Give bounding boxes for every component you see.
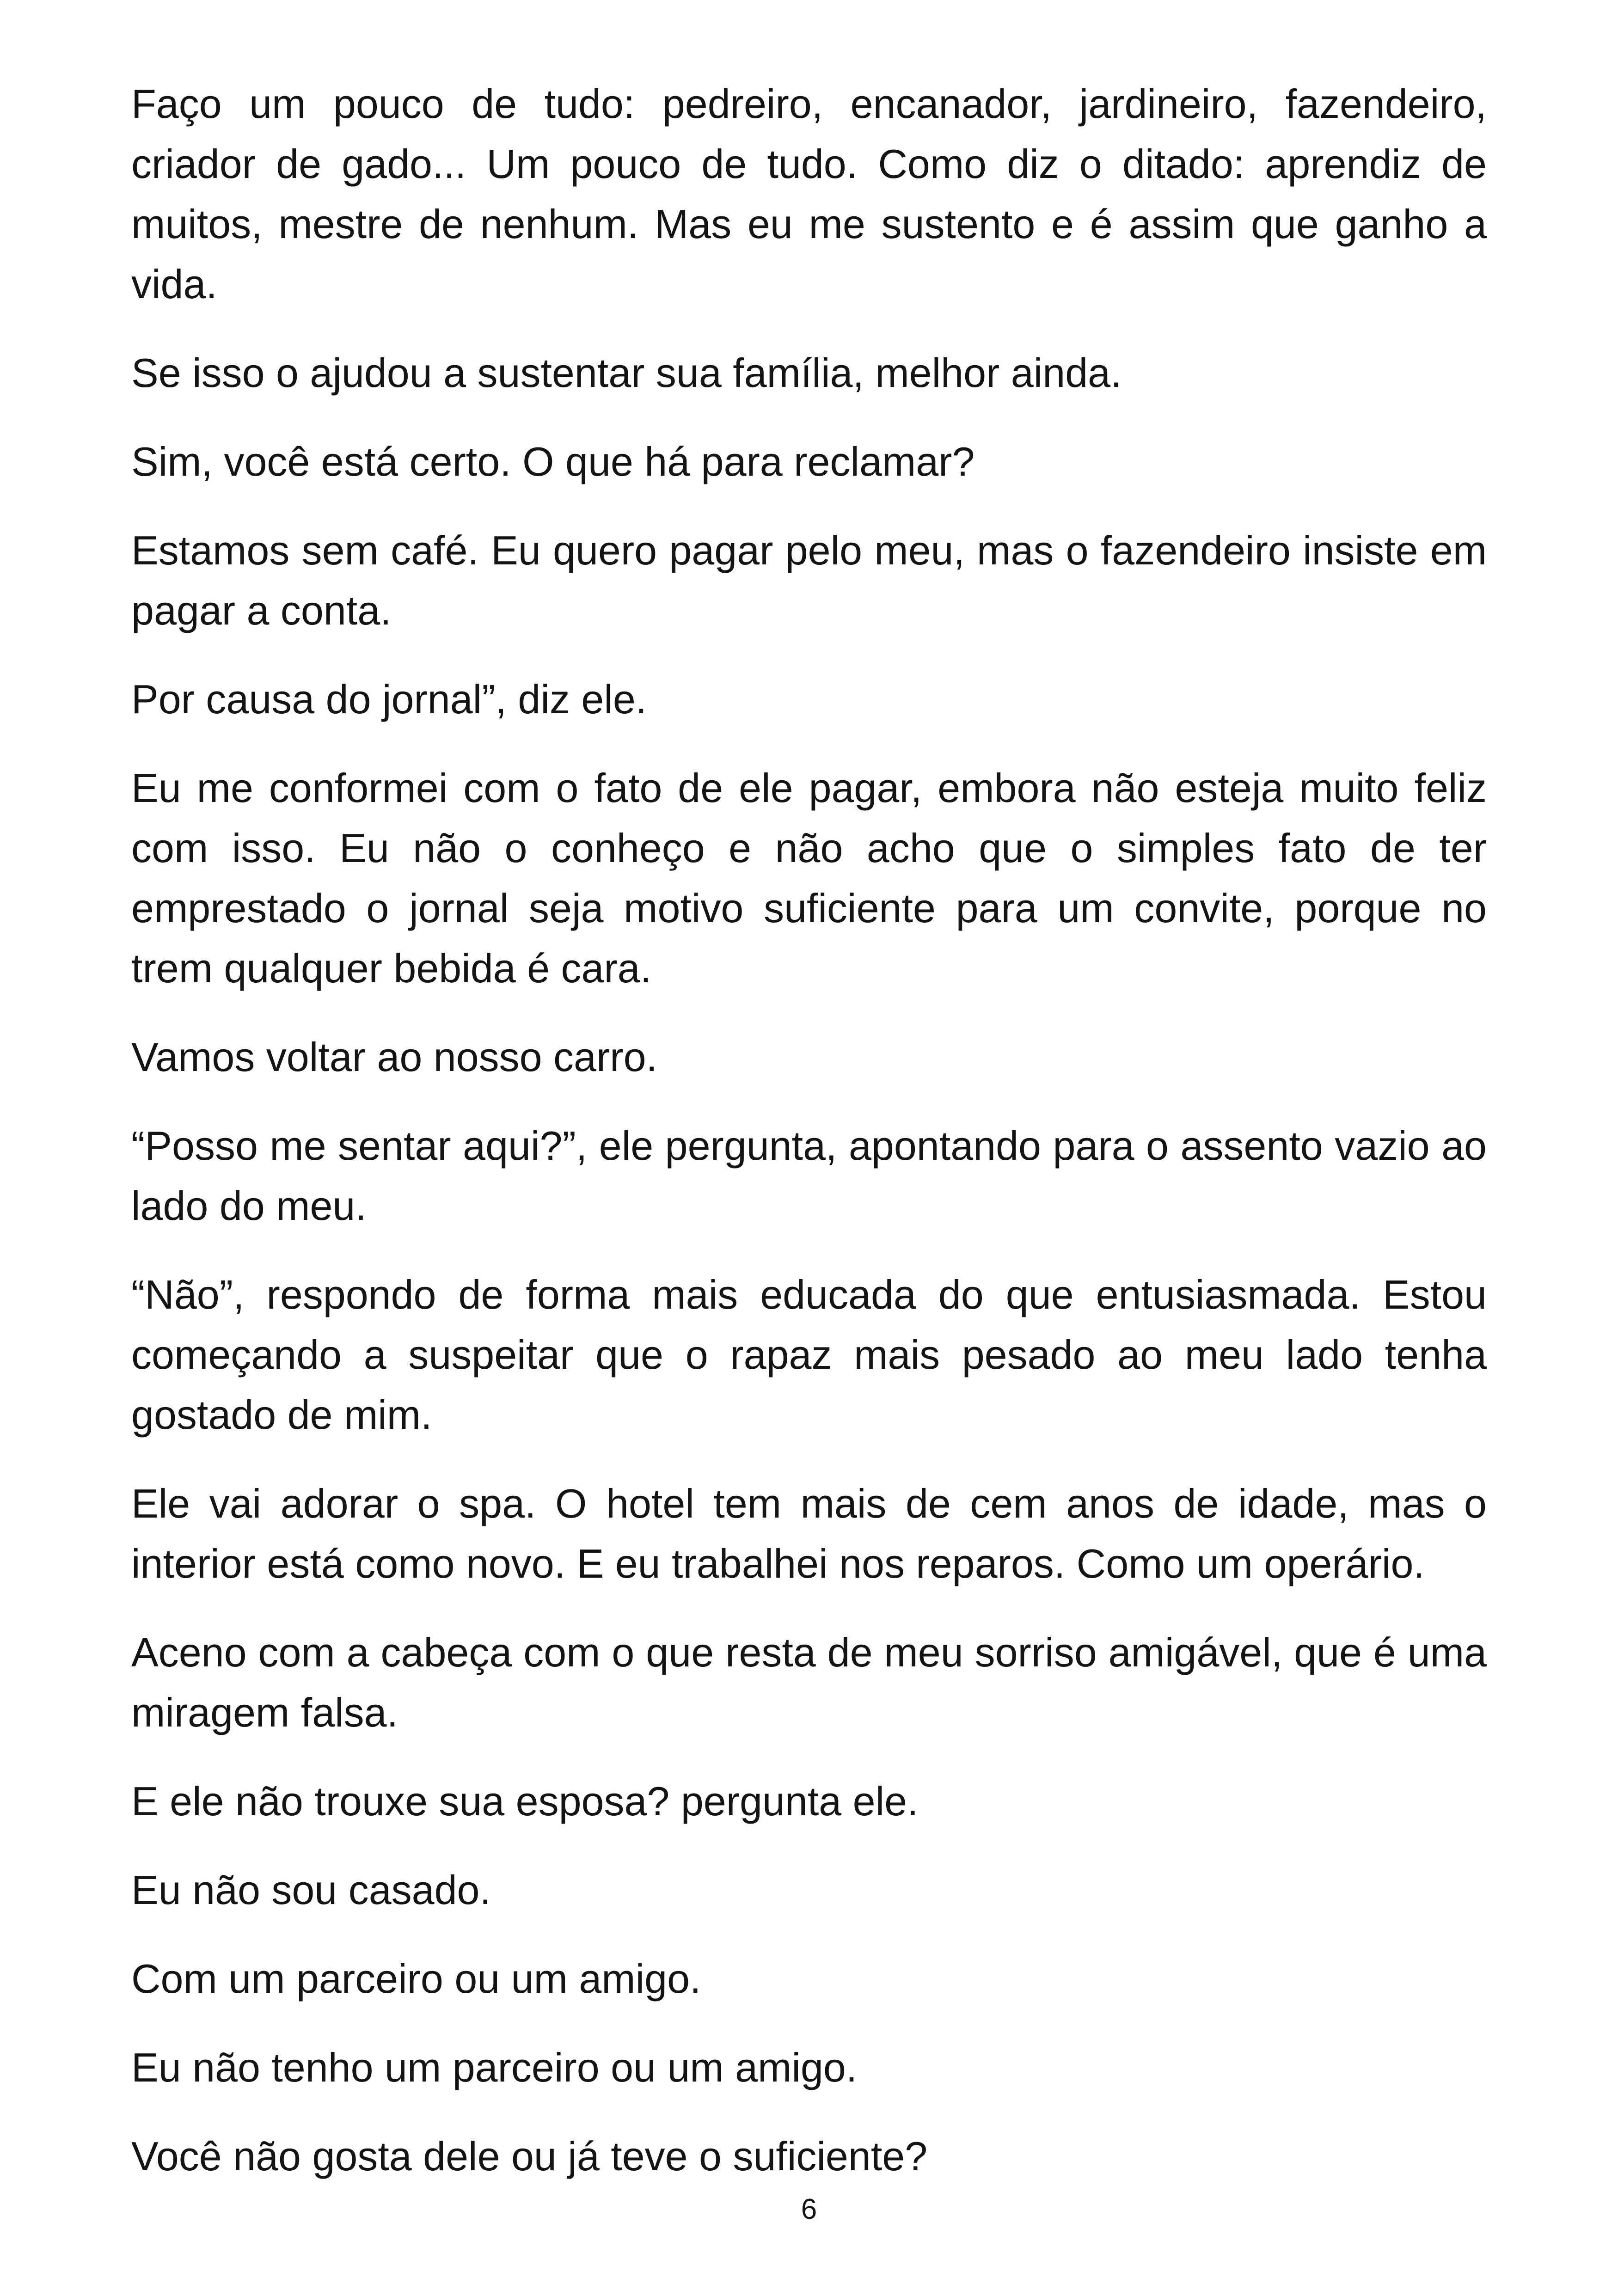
paragraph: “Posso me sentar aqui?”, ele pergunta, apontando para o assento vazio ao lado do meu.: [131, 1123, 1487, 1229]
page-number: 6: [801, 2193, 817, 2225]
paragraph: Por causa do jornal”, diz ele.: [131, 676, 647, 722]
paragraph: Eu não sou casado.: [131, 1867, 491, 1913]
paragraph: Eu não tenho um parceiro ou um amigo.: [131, 2045, 858, 2090]
paragraph: Vamos voltar ao nosso carro.: [131, 1034, 657, 1080]
paragraph: E ele não trouxe sua esposa? pergunta ele.: [131, 1778, 919, 1824]
paragraph: Aceno com a cabeça com o que resta de meu sorriso amigável, que é uma miragem falsa.: [131, 1629, 1487, 1735]
paragraph: Você não gosta dele ou já teve o suficiente?: [131, 2133, 928, 2179]
paragraph: Faço um pouco de tudo: pedreiro, encanador, jardineiro, fazendeiro, criador de gado... Um pouco de tudo. Como diz o ditado: aprendiz de muitos, mestre de nenhum. Mas eu me sustento e é assim que ganho a vida.: [131, 81, 1487, 307]
paragraph: Sim, você está certo. O que há para reclamar?: [131, 439, 975, 484]
paragraph: Eu me conformei com o fato de ele pagar, embora não esteja muito feliz com isso. Eu não o conheço e não acho que o simples fato de ter emprestado o jornal seja motivo suficiente para um convite, porque no trem qualquer bebida é cara.: [131, 765, 1487, 991]
paragraph: Com um parceiro ou um amigo.: [131, 1956, 701, 2002]
body-text: [131, 74, 1487, 2215]
paragraph: Estamos sem café. Eu quero pagar pelo meu, mas o fazendeiro insiste em pagar a conta.: [131, 527, 1487, 633]
paragraph: “Não”, respondo de forma mais educada do que entusiasmada. Estou começando a suspeitar que o rapaz mais pesado ao meu lado tenha gostado de mim.: [131, 1272, 1487, 1438]
paragraph: Se isso o ajudou a sustentar sua família, melhor ainda.: [131, 350, 1122, 396]
paragraph: Ele vai adorar o spa. O hotel tem mais de cem anos de idade, mas o interior está como novo. E eu trabalhei nos reparos. Como um operário.: [131, 1481, 1487, 1586]
